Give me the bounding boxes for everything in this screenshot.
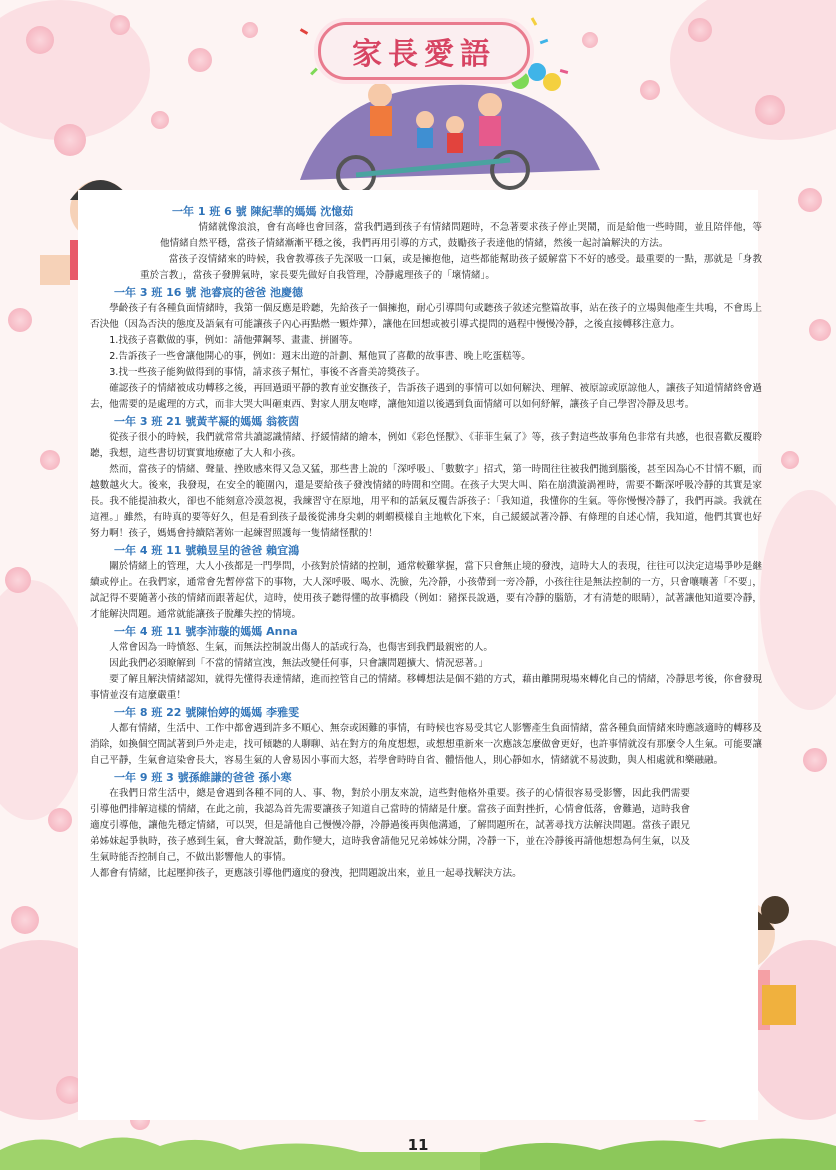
section-3 — [90, 413, 762, 542]
family-bicycle-illustration — [300, 63, 600, 193]
section-paragraph: 因此我們必須瞭解到「不當的情緒宣洩，無法改變任何事，只會讓問題擴大、情況惡著。」 — [109, 658, 489, 669]
section-heading: 一年 3 班 16 號 池睿宸的爸爸 池慶德 — [114, 286, 303, 299]
section-heading: 一年 1 班 6 號 陳紀華的媽媽 沈憶茹 — [172, 205, 354, 218]
page-title-banner — [318, 22, 530, 80]
section-7 — [90, 769, 690, 882]
section-heading: 一年 8 班 22 號陳怡婷的媽媽 李雅雯 — [114, 706, 300, 719]
section-4 — [90, 542, 762, 623]
section-1 — [90, 203, 762, 284]
section-paragraph: 人常會因為一時憤怒、生氣，而無法控制說出傷人的話或行為，也傷害到我們最親密的人。 — [109, 642, 493, 653]
section-paragraph: 人都會有情緒，比起壓抑孩子，更應該引導他們適度的發洩，把問題說出來，並且一起尋找解決方法。 — [90, 868, 522, 879]
section-paragraph: 關於情緒上的管理，大人小孩都是一門學問，小孩對於情緒的控制，通常較難掌握，當下只會無止境的發洩，這時大人的表現，往往可以決定這場爭吵是継續或停止。在我們家，通常會先暫停當下的事物，大人深呼吸、喝水、洗臉，先冷靜，小孩帶到一旁冷靜，小孩往往是無法控制的一方，只會嚷嚷著「不要」，試記得不要隨著小孩的情緒而跟著起伏，這時，使用孩子聽得懂的故事橋段（例如：豬探長說過，要有冷靜的腦筋，才有清楚的眼睛），試著讓他知道要冷靜，才能解決問題。通常就能讓孩子脫離失控的情境。 — [90, 561, 762, 620]
section-heading: 一年 4 班 11 號賴昱呈的爸爸 賴宜鴻 — [114, 544, 300, 557]
page-number: 11 — [407, 1136, 429, 1154]
list-item: 2.告訴孩子一些會讓他開心的事，例如：週末出遊的計劃、幫他買了喜歡的故事書、晚上吃蛋糕等。 — [109, 351, 531, 362]
section-paragraph: 要了解且解決情緒認知，就得先懂得表達情緒，進而控管自己的情緒。移轉想法是個不錯的方式，藉由離開現場來轉化自己的情緒，冷靜思考後，你會發現事情並沒有這麼嚴重！ — [90, 674, 762, 701]
section-heading: 一年 3 班 21 號黃芊凝的媽媽 翁筱茵 — [114, 415, 300, 428]
page-title: 家長愛語 — [352, 37, 496, 72]
section-6 — [90, 704, 762, 769]
section-paragraph: 然而，當孩子的情緒、聲量、挫敗感來得又急又猛，那些書上說的「深呼吸」、「數數字」招式，第一時間往往被我們拋到腦後，甚至因為心不甘情不願，而越數越火大。後來，我發現，在安全的範圍內，還是要給孩子發洩情緒的時間和空間。在孩子大哭大叫、陷在崩潰漩渦裡時，需要不斷深呼吸冷靜的其實是家長。我不能提油救火，卻也不能刻意冷漠忽視，我練習守在原地，用平和的話氣反覆告訴孩子：「我知道，我懂你的生氣。等你慢慢冷靜了，我們再談。我就在這裡。」雖然，有時真的要等好久，但是看到孩子最後從沸身尖刺的刺蝟模樣自主地軟化下來，自己緩緩試著冷靜、有條理的自述心情，我知道，他們其實也好努力啊！孩子，媽媽會持續陪著妳一起練習照護每一隻情緒怪獸的！ — [90, 464, 762, 539]
cloud-shape — [0, 580, 90, 820]
cloud-shape — [760, 490, 836, 710]
section-paragraph: 情緒就像浪浪，會有高峰也會回落，當我們遇到孩子有情緒問題時，不急著要求孩子停止哭鬧，而是給他一些時間，並且陪伴他，等他情緒自然平穩，當孩子情緒漸漸平穩之後，我們再用引導的方式，鼓勵孩子表達他的情緒，然後一起討論解決的方法。 — [160, 222, 762, 249]
section-heading: 一年 9 班 3 號孫維謙的爸爸 孫小寒 — [114, 771, 292, 784]
section-paragraph: 在我們日常生活中，總是會遇到各種不同的人、事、物，對於小朋友來說，這些對他格外重要。孩子的心情很容易受影響，因此我們需要引導他們排解這樣的情緒，在此之前，我認為首先需要讓孩子知道自己當時的情緒是什麼。當孩子面對挫折，心情會低落，會難過，這時我會適度引導他，讓他先穩定情緒，可以哭，但是請他自己慢慢冷靜，冷靜過後再與他溝通，了解問題所在，試著尋找方法解決問題。當孩子跟兄弟姊妹起爭執時，孩子感到生氣，會大聲說話，動作變大，這時我會請他兄兄弟姊妹分開，冷靜一下，並在冷靜後再請他想想為何生氣，以及生氣時能否控制自己，不做出影響他人的事情。 — [90, 788, 690, 863]
section-paragraph: 當孩子沒情緒來的時候，我會教導孩子先深吸一口氣，或是擁抱他，這些都能幫助孩子緩解當下不好的感受。最重要的一點，那就是「身教重於言教」，當孩子發脾氣時，家長要先做好自我管理，冷靜處理孩子的「壞情緒」。 — [140, 254, 762, 281]
section-2 — [90, 284, 762, 413]
article-content — [90, 203, 762, 882]
section-paragraph: 人都有情緒，生活中、工作中都會遇到許多不順心、無奈或困難的事情，有時候也容易受其它人影響產生負面情緒，當各種負面情緒來時應該適時的轉移及消除，如換個空間試著到戶外走走，找可傾聽的人聊聊、站在對方的角度想想，或想想重新來一次應該怎麼做會更好，也許事情就沒有那麼令人生氣。可能要讓自己平靜，生氣會這染會長大，容易生氣的人會易因小事而大怒，若學會時時自省、體悟他人，則心靜如水，情緒就不易波動，與人相處就和樂融融。 — [90, 723, 762, 766]
section-heading: 一年 4 班 11 號李沛璇的媽媽 Anna — [114, 625, 298, 638]
list-item: 1.找孩子喜歡做的事，例如：請他彈鋼琴、畫畫、拼圖等。 — [109, 335, 359, 346]
section-paragraph: 從孩子很小的時候，我們就常常共讀認識情緒、抒緩情緒的繪本，例如《彩色怪獸》、《菲菲生氣了》等，孩子對這些故事角色非常有共感，也很喜歡反覆聆聽，我想，這些書切切實實地療癒了大人和小孩。 — [90, 432, 762, 459]
section-paragraph: 學齡孩子有各種負面情緒時，我第一個反應是聆聽，先給孩子一個擁抱，耐心引導問句或聽孩子敘述完整篇故事，站在孩子的立場與他產生共鳴，不會馬上否決他（因為否決的態度及語氣有可能讓孩子內心再點燃一顆炸彈），讓他在回想或被引導式提問的過程中慢慢冷靜，之後直接轉移注意力。 — [90, 303, 762, 330]
section-5 — [90, 623, 762, 704]
section-paragraph: 確認孩子的情緒被成功轉移之後，再回過頭平靜的教育並安撫孩子，告訴孩子遇到的事情可以如何解決、理解、被原諒或原諒他人，讓孩子知道情緒終會過去，他需要的是處理的方式，而非大哭大叫砸東西、對家人朋友咆哮，讓他知道以後遇到負面情緒可以如何紓解，讓孩子自己學習冷靜及思考。 — [90, 383, 762, 410]
list-item: 3.找一些孩子能夠做得到的事情，請求孩子幫忙，事後不吝嗇美誇獎孩子。 — [109, 367, 426, 378]
